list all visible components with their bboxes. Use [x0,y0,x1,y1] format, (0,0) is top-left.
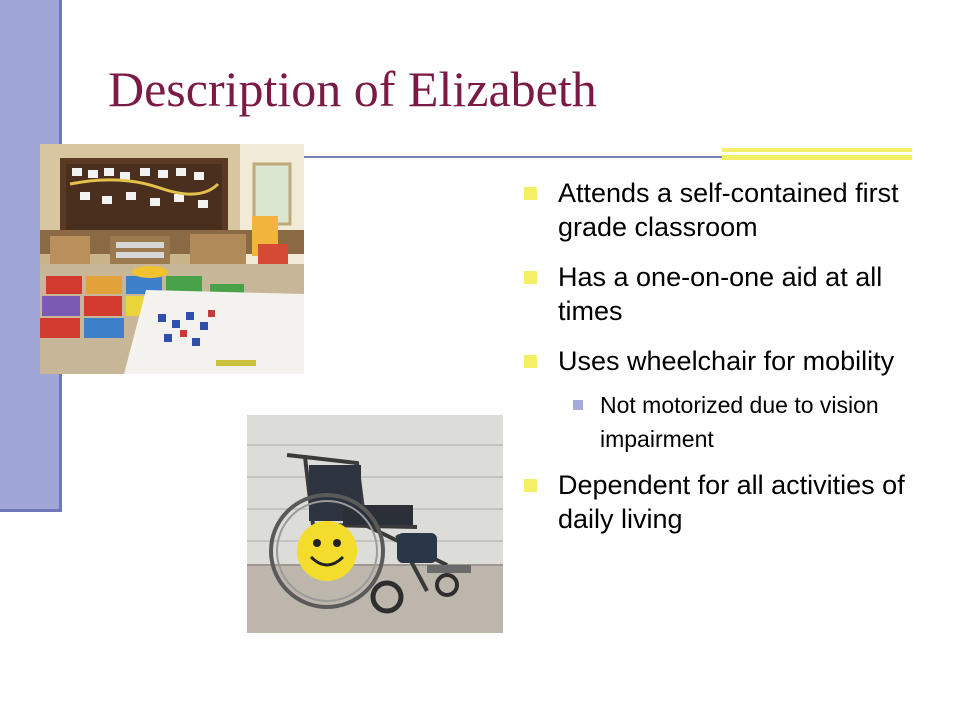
slide-title: Description of Elizabeth [108,61,597,117]
title-accent-stripes [722,148,912,160]
sub-bullet-not-motorized: Not motorized due to vision impairment [524,388,944,456]
bullet-classroom: Attends a self-contained first grade classroom [524,176,944,244]
bullet-list [524,176,944,552]
wheelchair-photo [247,415,503,633]
bullet-aid: Has a one-on-one aid at all times [524,260,944,328]
classroom-photo [40,144,304,374]
bullet-wheelchair: Uses wheelchair for mobility [524,344,944,378]
bullet-dependent: Dependent for all activities of daily living [524,468,944,536]
